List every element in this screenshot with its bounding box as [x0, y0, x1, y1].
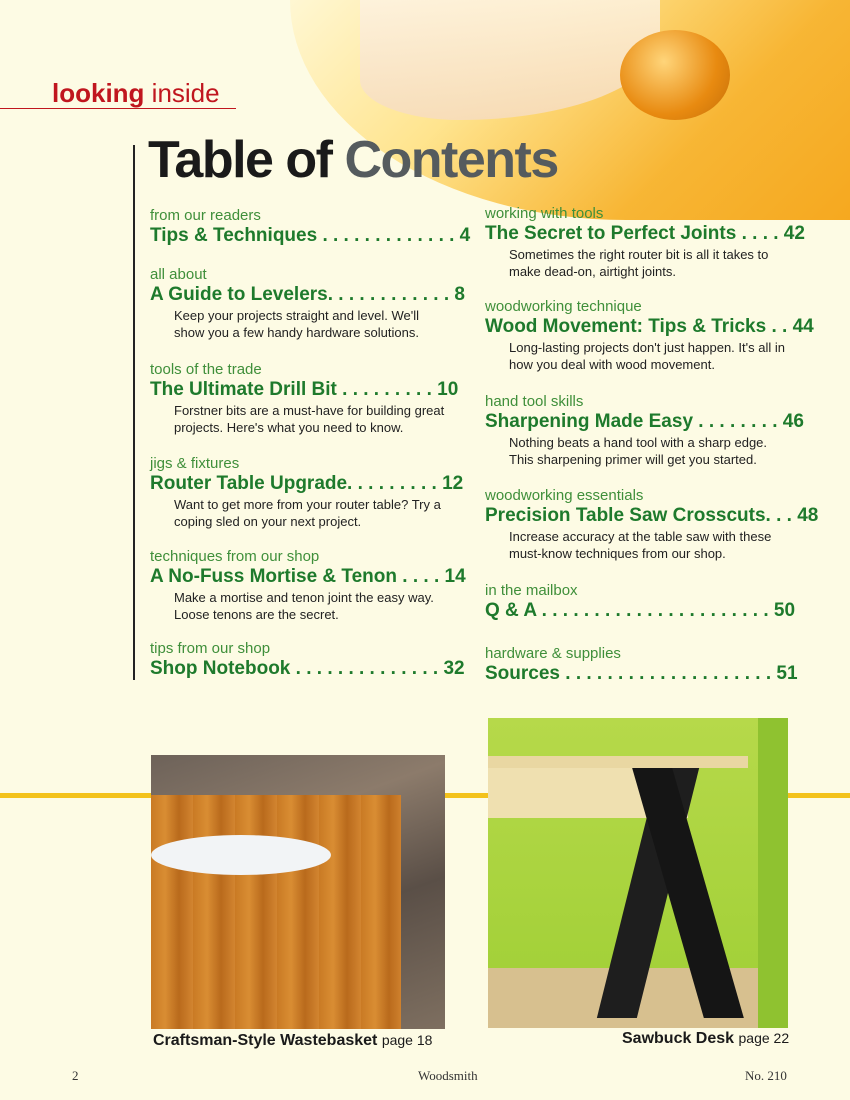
toc-description: Increase accuracy at the table saw with these must-know techniques from our shop. [509, 529, 772, 561]
toc-description: Forstner bits are a must-have for building great projects. Here's what you need to know. [174, 403, 445, 435]
toc-category: all about [150, 266, 207, 283]
toc-entry-tips[interactable] [150, 207, 471, 247]
toc-description: Make a mortise and tenon joint the easy way. Loose tenons are the secret. [174, 590, 434, 622]
toc-category: in the mailbox [485, 582, 578, 599]
toc-category: hardware & supplies [485, 645, 621, 662]
basket-liner [151, 835, 331, 875]
toc-entry-sharpening[interactable] [485, 393, 804, 468]
toc-description: Sometimes the right router bit is all it takes to make dead-on, airtight joints. [509, 247, 769, 279]
toc-entry-mortise-tenon[interactable] [150, 548, 466, 623]
toc-entry-shop-notebook[interactable] [150, 640, 465, 680]
plane-knob-image [620, 30, 730, 120]
toc-category: jigs & fixtures [150, 455, 240, 472]
caption-sawbuck-desk[interactable] [622, 1030, 789, 1048]
toc-category: woodworking essentials [485, 487, 644, 504]
toc-heading[interactable]: Sources . . . . . . . . . . . . . . . . . . . . 51 [485, 663, 798, 684]
desk-photo [488, 718, 788, 1028]
caption-page: page 18 [381, 1032, 433, 1048]
toc-heading[interactable]: Wood Movement: Tips & Tricks . . 44 [485, 316, 814, 337]
magazine-name: Woodsmith [418, 1068, 478, 1083]
issue-number: No. 210 [745, 1068, 787, 1083]
page-title [148, 130, 558, 190]
wall-strip [758, 718, 788, 1028]
wastebasket-photo [151, 755, 445, 1029]
toc-description: Nothing beats a hand tool with a sharp edge. This sharpening primer will get you started. [509, 435, 768, 467]
caption-title: Sawbuck Desk [622, 1030, 735, 1047]
caption-page: page 22 [738, 1030, 790, 1046]
title-part-1: Table of [148, 131, 345, 189]
toc-heading[interactable]: Precision Table Saw Crosscuts. . . 48 [485, 505, 819, 526]
wastebasket-image [151, 795, 401, 1029]
toc-entry-wood-movement[interactable] [485, 298, 814, 373]
caption-wastebasket[interactable] [153, 1032, 432, 1050]
toc-heading[interactable]: A No-Fuss Mortise & Tenon . . . . 14 [150, 566, 466, 587]
toc-heading[interactable]: Q & A . . . . . . . . . . . . . . . . . . . . . . 50 [485, 600, 796, 621]
title-part-2: Contents [344, 131, 558, 189]
toc-category: tools of the trade [150, 361, 262, 378]
vertical-rule [133, 145, 135, 680]
toc-heading[interactable]: Shop Notebook . . . . . . . . . . . . . . 32 [150, 658, 465, 679]
page-number: 2 [72, 1068, 79, 1083]
desk-top [488, 756, 748, 768]
toc-category: woodworking technique [485, 298, 642, 315]
toc-heading[interactable]: The Secret to Perfect Joints . . . . 42 [485, 223, 805, 244]
toc-category: tips from our shop [150, 640, 271, 657]
toc-category: working with tools [485, 205, 604, 222]
toc-entry-drill-bit[interactable] [150, 361, 459, 436]
toc-category: techniques from our shop [150, 548, 320, 565]
toc-heading[interactable]: The Ultimate Drill Bit . . . . . . . . . 10 [150, 379, 459, 400]
toc-heading[interactable]: Sharpening Made Easy . . . . . . . . 46 [485, 411, 804, 432]
section-kicker [0, 78, 236, 109]
toc-category: hand tool skills [485, 393, 584, 410]
toc-description: Want to get more from your router table? Try a coping sled on your next project. [174, 497, 441, 529]
kicker-bold: looking [52, 78, 145, 108]
toc-entry-levelers[interactable] [150, 266, 465, 341]
toc-entry-qa[interactable] [485, 582, 796, 622]
toc-heading[interactable]: Router Table Upgrade. . . . . . . . . 12 [150, 473, 464, 494]
kicker-rest: inside [144, 78, 220, 108]
toc-description: Long-lasting projects don't just happen. It's all in how you deal with wood movement. [509, 340, 785, 372]
caption-title: Craftsman-Style Wastebasket [153, 1032, 378, 1049]
toc-heading[interactable]: Tips & Techniques . . . . . . . . . . . . . 4 [150, 225, 471, 246]
toc-entry-sources[interactable] [485, 645, 798, 685]
toc-entry-perfect-joints[interactable] [485, 205, 805, 280]
toc-category: from our readers [150, 207, 261, 224]
toc-heading[interactable]: A Guide to Levelers. . . . . . . . . . . . 8 [150, 284, 465, 305]
toc-entry-router-table[interactable] [150, 455, 464, 530]
toc-entry-table-saw[interactable] [485, 487, 819, 562]
toc-description: Keep your projects straight and level. We'll show you a few handy hardware solutions. [174, 308, 420, 340]
